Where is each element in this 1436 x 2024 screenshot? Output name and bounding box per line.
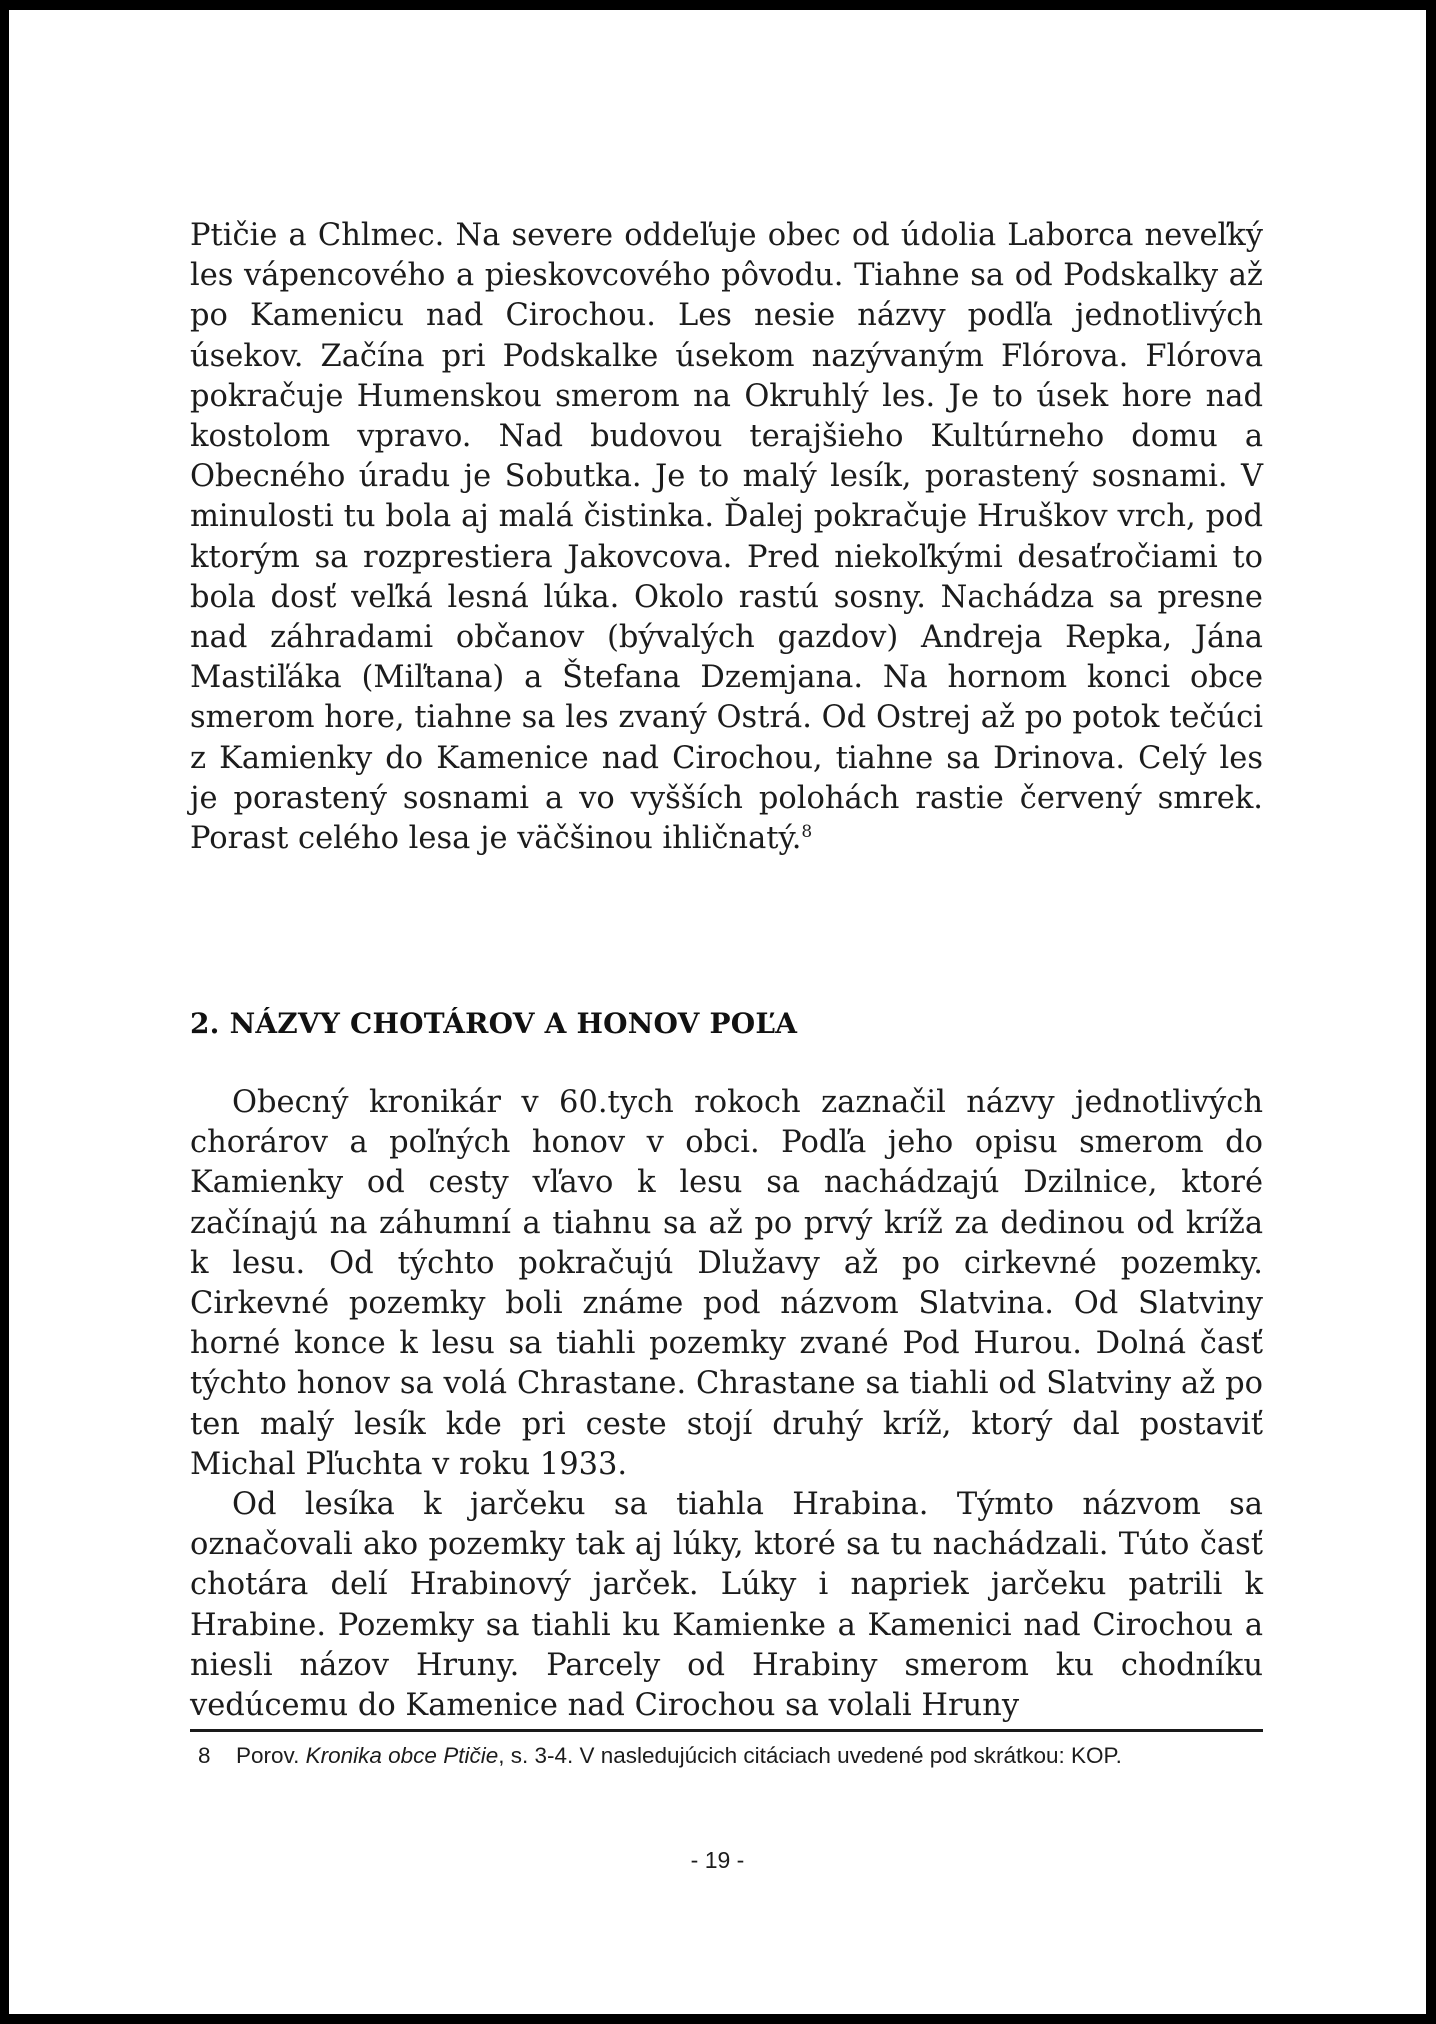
footnote-prefix: Porov. [236,1743,306,1768]
footnote-text [236,1740,1263,1771]
footnote-source-title: Kronika obce Ptičie [305,1743,499,1768]
paragraph-1-text: Ptičie a Chlmec. Na severe oddeľuje obec od údolia Laborca neveľký les vápencového a pieskovcového pôvodu. Tiahne sa od Podskalky až po Kamenicu nad Cirochou. Les nesie názvy podľa jednotlivých úsekov. Začína pri Podskalke úsekom nazývaným Flórova. Flórova pokračuje Humenskou smerom na Okruhlý les. Je to úsek hore nad kostolom vpravo. Nad budovou terajšieho Kultúrneho domu a Obecného úradu je Sobutka. Je to malý lesík, porastený sosnami. V minulosti tu bola aj malá čistinka. Ďalej pokračuje Hruškov vrch, pod ktorým sa rozprestiera Jakovcova. Pred niekoľkými desaťročiami to bola dosť veľká lesná lúka. Okolo rastú sosny. Nachádza sa presne nad záhradami občanov (bývalých gazdov) Andreja Repka, Jána Mastiľáka (Miľtana) a Štefana Dzemjana. Na hornom konci obce smerom hore, tiahne sa les zvaný Ostrá. Od Ostrej až po potok tečúci z Kamienky do Kamenice nad Cirochou, tiahne sa Drinova. Celý les je porastený sosnami a vo vyšších polohách rastie červený smrek. Porast celého lesa je väčšinou ihličnatý. [190,218,1263,857]
body-paragraph-1 [190,216,1263,859]
body-paragraph-2: Obecný kronikár v 60.tych rokoch zaznačil názvy jednotlivých chorárov a poľných honov v obci. Podľa jeho opisu smerom do Kamienky od cesty vľavo k lesu sa nachádzajú Dzilnice, ktoré začínajú na záhumní a tiahnu sa až po prvý kríž za dedinou od kríža k lesu. Od týchto pokračujú Dlužavy až po cirkevné pozemky. Cirkevné pozemky boli známe pod názvom Slatvina. Od Slatviny horné konce k lesu sa tiahli pozemky zvané Pod Hurou. Dolná časť týchto honov sa volá Chrastane. Chrastane sa tiahli od Slatviny až po ten malý lesík kde pri ceste stojí druhý kríž, ktorý dal postaviť Michal Pľuchta v roku 1933. [190,1085,1263,1482]
footnote-number: 8 [198,1743,211,1768]
footnote-divider [190,1729,1263,1732]
page-number: - 19 - [690,1847,745,1873]
footnote [190,1740,1263,1771]
book-page [9,10,1426,2014]
section-heading: 2. NÁZVY CHOTÁROV A HONOV POĽA [190,1007,798,1040]
body-paragraph-3: Od lesíka k jarčeku sa tiahla Hrabina. Týmto názvom sa označovali ako pozemky tak aj lúky, ktoré sa tu nachádzali. Túto časť chotára delí Hrabinový jarček. Lúky i napriek jarčeku patrili k Hrabine. Pozemky sa tiahli ku Kamienke a Kamenici nad Cirochou a niesli názov Hruny. Parcely od Hrabiny smerom ku chodníku vedúcemu do Kamenice nad Cirochou sa volali Hruny [190,1487,1263,1724]
footnote-reference: 8 [801,821,813,842]
footnote-suffix: , s. 3-4. V nasledujúcich citáciach uvedené pod skrátkou: KOP. [498,1743,1122,1768]
